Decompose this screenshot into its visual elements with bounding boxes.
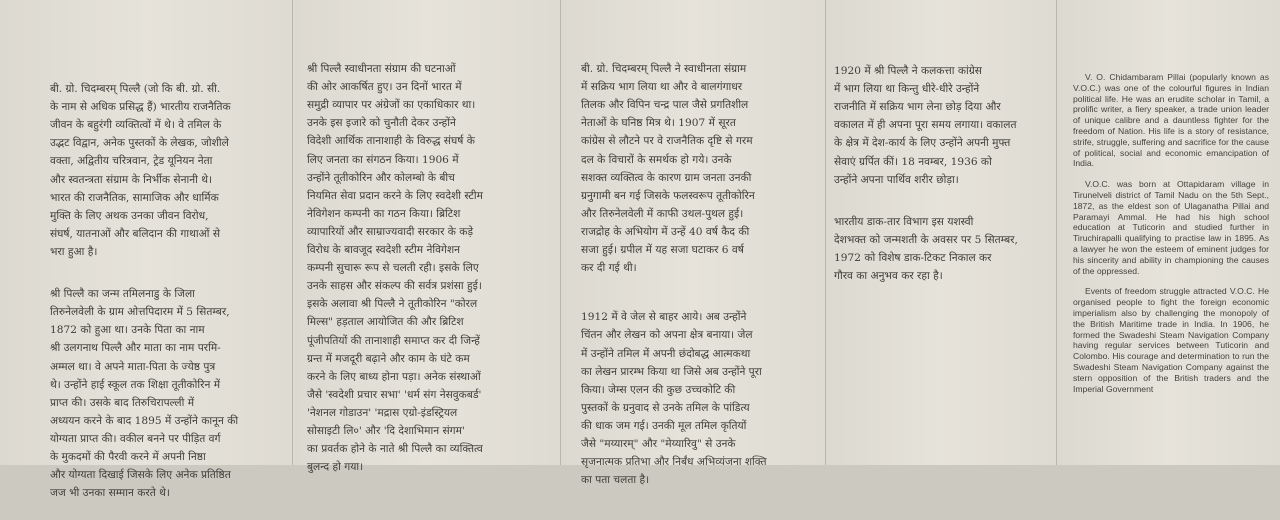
- panel-2-text: [307, 42, 547, 494]
- paragraph: श्री पिल्लै का जन्म तमिलनाडु के जिला तिरुनेलवेली के ग्राम ओत्तपिदारम में 5 सितम्बर, 1872 को हुआ था। उनके पिता का नाम श्री उलगनाथ पिल्लै और माता का नाम परमि- अम्मल था। वे अपने माता-पिता के ज्येष्ठ पुत्र थे। उन्होंने हाई स्कूल तक शिक्षा तूतीकोरिन में प्राप्त की। उसके बाद तिरुचिरापल्ली में अध्ययन करने के बाद 1895 में उन्होंने कानून की योग्यता प्राप्त की। वकील बनने पर पीड़ित वर्ग के मुकदमों की पैरवी करने में अपनी निष्ठा और योग्यता दिखाई जिसके लिए अनेक प्रतिष्ठित जज भी उनका सम्मान करते थे।: [50, 288, 239, 500]
- paragraph: बी. ग्रो. चिदम्बरम् पिल्लै ने स्वाधीनता संग्राम में सक्रिय भाग लिया था और वे बालगंगाधर तिलक और विपिन चन्द्र पाल जैसे प्रगतिशील नेताओं के घनिष्ठ मित्र थे। 1907 में सूरत कांग्रेस से लौटने पर वे राजनैतिक दृष्टि से गरम दल के विचारों के समर्थक हो गये। उनके सशक्त व्यक्तित्व के कारण ग्राम जनता उनकी ग्रनुगामी बन गई जिसके फलस्वरूप तूतीकोरिन और तिरुनेलवेली में काफी उथल-पुथल हुई। राजद्रोह के अभियोग में उन्हें 40 वर्ष कैद की सजा हुई। ग्रपील में यह सजा घटाकर 6 वर्ष कर दी गई थी।: [581, 63, 755, 275]
- paragraph: 1920 में श्री पिल्लै ने कलकत्ता कांग्रेस में भाग लिया था किन्तु धीरे-धीरे उन्होंने राजनीति में सक्रिय भाग लेना छोड़ दिया और वकालत में ही अपना पूरा समय लगाया। वकालत के क्षेत्र में देश-कार्य के लिए उन्होंने अपनी मुफ्त सेवाएं ग्रर्पित कीं। 18 नवम्बर, 1936 को उन्होंने अपना पार्थिव शरीर छोड़ा।: [834, 65, 1017, 186]
- paragraph: V.O.C. was born at Ottapidaram village in Tirunelveli district of Tamil Nadu on the 5th Sept., 1872, as the eldest son of Ulaganatha Pillai and Paramayi Ammal. He had his high school education at Tuticorin and studied further in Tiruchirapalli qualifying to practise law in 1895. As a lawyer he won the esteem of eminent judges for his sincerity and ability in championing the causes of the oppressed.: [1073, 179, 1269, 276]
- paragraph: श्री पिल्लै स्वाधीनता संग्राम की घटनाओं की ओर आकर्षित हुए। उन दिनों भारत में समुद्री व्यापार पर अंग्रेजों का एकाधिकार था। उनके इस इजारे को चुनौती देकर उन्होंने विदेशी आर्थिक तानाशाही के विरुद्ध संघर्ष के लिए जनता का संगठन किया। 1906 में उन्होंने तूतीकोरिन और कोलम्बो के बीच नियमित सेवा प्रदान करने के लिए स्वदेशी स्टीम नेविगेशन कम्पनी का गठन किया। ब्रिटिश व्यापारियों और साम्राज्यवादी सरकार के कड़े विरोध के बावजूद स्वदेशी स्टीम नेविगेशन कम्पनी सुचारू रूप से चलती रही। इसके लिए उनके साहस और संकल्प की सर्वत्र प्रशंसा हुई। इसके अलावा श्री पिल्लै ने तूतीकोरिन "कोरल मिल्स" हड़ताल आयोजित की और ब्रिटिश पूंजीपतियों की तानाशाही समाप्त कर दी जिन्हें ग्रन्त में मजदूरी बढ़ाने और काम के घंटे कम करने के लिए बाध्य होना पड़ा। अनेक संस्थाओं जैसे 'स्वदेशी प्रचार सभा' 'धर्म संग नेसवुकबर्ड' 'नेशनल गोडाउन' 'मद्रास एग्रो-इंडस्ट्रियल सोसाइटी लि०' और 'दि देशाभिमान संगम' का प्रवर्तक होने के नाते श्री पिल्लै का व्यक्तित्व बुलन्द हो गया।: [307, 63, 483, 474]
- panel-5: [1057, 0, 1280, 465]
- paragraph: 1912 में वे जेल से बाहर आये। अब उन्होंने चिंतन और लेखन को अपना क्षेत्र बनाया। जेल में उन्होंने तमिल में अपनी छंदोबद्ध आत्मकथा का लेखन प्रारम्भ किया था जिसे अब उन्होंने पूरा किया। जेम्स एलन की कुछ उच्चकोटि की पुस्तकों के ग्रनुवाद से उनके तमिल के पांडित्य की धाक जम गई। उनकी मूल तमिल कृतियों जैसे "मय्यारम्" और "मेय्यारिवु" से उनके सृजनात्मक प्रतिभा और निर्बंध अभिव्यंजना शक्ति का पता चलता है।: [581, 311, 767, 487]
- panel-1: [0, 0, 292, 500]
- paragraph: बी. ग्रो. चिदम्बरम् पिल्लै (जो कि बी. ग्रो. सी. के नाम से अधिक प्रसिद्ध हैं) भारतीय राजनैतिक जीवन के बहुरंगी व्यक्तित्वों में थे। वे तमिल के उद्भट विद्वान, अनेक पुस्तकों के लेखक, जोशीले वक्ता, अद्वितीय चरित्रवान, ट्रेड यूनियन नेता और स्वतन्त्रता संग्राम के निर्भीक सेनानी थे। भारत की राजनैतिक, सामाजिक और धार्मिक मुक्ति के लिए अथक उनका जीवन विरोध, संघर्ष, यातनाओं और बलिदान की गाथाओं से भरा हुआ है।: [50, 83, 231, 258]
- paragraph: भारतीय डाक-तार विभाग इस यशस्वी देशभक्त को जन्मशती के अवसर पर 5 सितम्बर, 1972 को विशेष डाक-टिकट निकाल कर गौरव का अनुभव कर रहा है।: [834, 215, 1018, 283]
- panel-1-text: [50, 62, 276, 520]
- panel-5-text: [1073, 72, 1269, 404]
- paragraph: V. O. Chidambaram Pillai (popularly known as V.O.C.) was one of the colourful figures in Indian political life. He was an erudite scholar in Tamil, a prolific writer, a fiery speaker, a trade union leader of unique calibre and a dauntless fighter for the freedom of Nation. His life is a story of resistance, strife, struggle, suffering and sacrifice for the cause of political, social and economic emancipation of India.: [1073, 72, 1269, 169]
- panel-4-text: [834, 44, 1046, 303]
- panel-2: [293, 0, 560, 474]
- panel-3-text: [581, 42, 817, 507]
- panel-4: [826, 0, 1056, 465]
- paragraph: Events of freedom struggle attracted V.O.C. He organised people to fight the foreign economic imperialism also by challenging the monopoly of the British Maritime trade in India. In 1906, he formed the Swadeshi Steam Navigation Company having regular services between Tuticorin and Colombo. His courage and determination to run the Swadeshi Steam Navigation Company against the stern opposition of the British traders and the Imperial Government: [1073, 286, 1269, 394]
- panel-3: [561, 0, 825, 487]
